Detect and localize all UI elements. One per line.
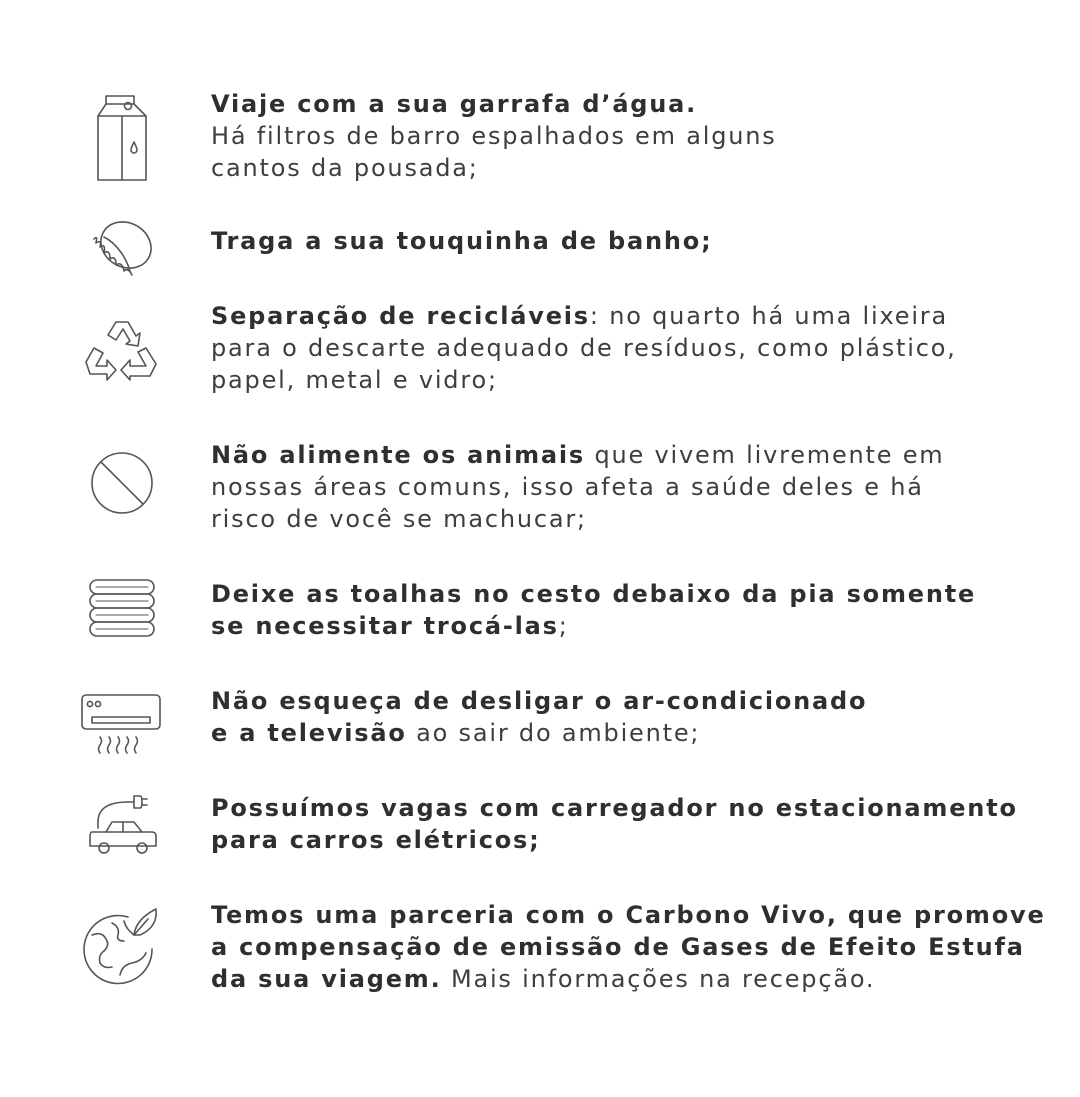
- bold-text: Traga a sua touquinha de banho;: [211, 227, 713, 255]
- tip-text-water-bottle: [211, 88, 1041, 184]
- tip-text-electric-car: [211, 792, 1041, 856]
- tip-text-shower-cap: [211, 225, 1041, 257]
- text-line: [211, 88, 1041, 120]
- text-line: [211, 439, 1041, 471]
- regular-text: que vivem livremente em: [585, 441, 945, 469]
- text-line: [211, 931, 1041, 963]
- text-line: [211, 503, 1041, 535]
- bold-text: para carros elétricos;: [211, 826, 541, 854]
- bold-text: Deixe as toalhas no cesto debaixo da pia somente: [211, 580, 977, 608]
- bold-text: Não esqueça de desligar o ar-condicionado: [211, 687, 868, 715]
- tip-text-towels: [211, 578, 1041, 642]
- text-line: [211, 578, 1041, 610]
- tip-text-recycling: [211, 300, 1041, 396]
- bold-text: Não alimente os animais: [211, 441, 586, 469]
- text-line: [211, 300, 1041, 332]
- bold-text: a compensação de emissão de Gases de Efeito Estufa: [211, 933, 1025, 961]
- regular-text: Há filtros de barro espalhados em alguns: [211, 122, 777, 150]
- text-line: [211, 717, 1041, 749]
- text-line: [211, 471, 1041, 503]
- regular-text: nossas áreas comuns, isso afeta a saúde deles e há: [211, 473, 924, 501]
- text-line: [211, 152, 1041, 184]
- bold-text: e a televisão: [211, 719, 407, 747]
- regular-text: : no quarto há uma lixeira: [589, 302, 948, 330]
- earth-leaf-icon: [76, 905, 168, 985]
- text-line: [211, 824, 1041, 856]
- regular-text: cantos da pousada;: [211, 154, 479, 182]
- air-conditioner-icon: [76, 691, 168, 757]
- tip-text-carbon-offset: [211, 899, 1046, 995]
- bold-text: se necessitar trocá-las: [211, 612, 559, 640]
- text-line: [211, 332, 1041, 364]
- bold-text: Viaje com a sua garrafa d’água.: [211, 90, 698, 118]
- text-line: [211, 685, 1041, 717]
- regular-text: papel, metal e vidro;: [211, 366, 498, 394]
- bold-text: Separação de recicláveis: [211, 302, 590, 330]
- prohibited-icon: [76, 449, 168, 515]
- electric-car-icon: [76, 792, 168, 858]
- text-line: [211, 792, 1041, 824]
- regular-text: Mais informações na recepção.: [441, 965, 876, 993]
- recycle-icon: [76, 318, 168, 384]
- bold-text: da sua viagem.: [211, 965, 442, 993]
- water-carton-icon: [76, 90, 168, 182]
- regular-text: para o descarte adequado de resíduos, como plástico,: [211, 334, 957, 362]
- text-line: [211, 610, 1041, 642]
- regular-text: risco de você se machucar;: [211, 505, 587, 533]
- shower-cap-icon: [76, 213, 168, 283]
- text-line: [211, 963, 1041, 995]
- text-line: [211, 225, 1041, 257]
- regular-text: ao sair do ambiente;: [406, 719, 701, 747]
- tip-text-air-conditioner: [211, 685, 1041, 749]
- text-line: [211, 899, 1046, 931]
- tip-text-animals: [211, 439, 1041, 535]
- text-line: [211, 364, 1041, 396]
- text-line: [211, 120, 1041, 152]
- bold-text: Temos uma parceria com o Carbono Vivo, que promove: [211, 901, 1046, 929]
- regular-text: ;: [558, 612, 569, 640]
- bold-text: Possuímos vagas com carregador no estacionamento: [211, 794, 1018, 822]
- towels-icon: [76, 578, 168, 640]
